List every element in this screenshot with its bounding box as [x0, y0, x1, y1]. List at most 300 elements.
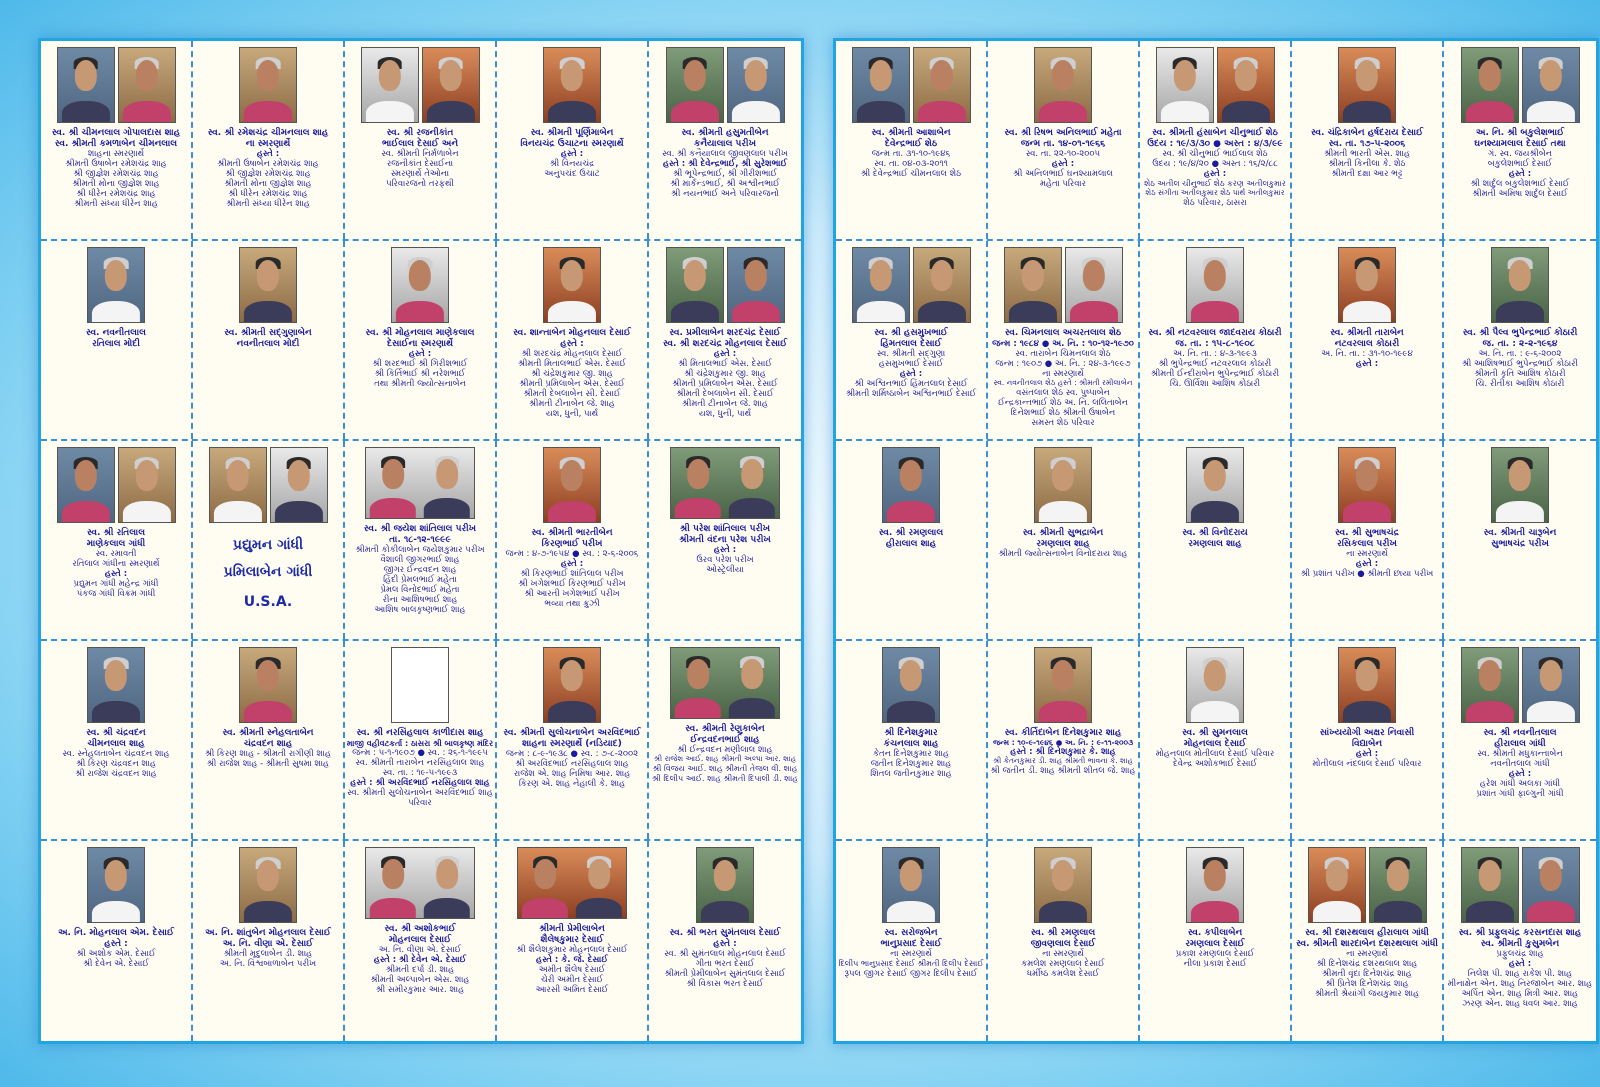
memorial-text: હરેશ ગાંધી અલકા ગાંધી [1479, 779, 1561, 790]
memorial-text: શ્રીમતી કૃતિ આશિષ કોઠારી [1474, 369, 1566, 380]
memorial-text: શ્રીમતી મૃદુલાબેન ડી. શાહ [223, 949, 313, 960]
memorial-text: હસ્તે : [1355, 559, 1379, 570]
portrait-photo [391, 247, 449, 323]
memorial-text: અ. નિ. તા. : ૯-૬-૨૦૦૨ [1478, 349, 1562, 360]
memorial-row [836, 441, 1596, 641]
portrait-photo [1186, 647, 1244, 723]
memorial-name: સ્વ. શ્રીમતી તારાબેન [1330, 328, 1404, 338]
memorial-text: હસ્તે : શ્રી દિનેશકુમાર કે. શાહ [1010, 747, 1116, 758]
memorial-name: સ્વ. શાન્તાબેન મોહનલાલ દેસાઈ [513, 328, 631, 338]
portrait-photo [1338, 47, 1396, 123]
memorial-name: મોહનલાલ દેસાઈ [1183, 738, 1247, 749]
country-label: U.S.A. [243, 593, 293, 610]
memorial-text: શ્રી શરદચંદ્ર મોહનલાલ દેસાઈ [521, 349, 623, 360]
memorial-text: જન્મ : ૪-૭-૧૯૫૪ ● સ્વ. : ૨-૬-૨૦૦૬ [505, 549, 639, 560]
memorial-text: સ્વ. શ્રી સુમંતલાલ મોહનલાલ દેસાઈ [664, 949, 786, 960]
memorial-text: અનુપચંદ ઉચાટ [544, 169, 600, 180]
memorial-text: હિંદી પ્રેમલભાઈ મહેતા [383, 575, 457, 586]
memorial-name: સ્વ. શ્રી નરસિંહલાલ કાળીદાસ શાહ [356, 728, 484, 738]
photo-group [209, 447, 328, 523]
memorial-card [988, 641, 1140, 839]
memorial-text: શ્રીમતી અલ્પાબેન એસ. શાહ [370, 975, 470, 986]
memorial-name: હિંમતલાલ દેસાઈ [880, 338, 942, 349]
memorial-text: હસ્તે : [1355, 359, 1379, 370]
memorial-text: અર્પિત એન. શાહ મિત્રી આર. શાહ [1461, 989, 1579, 1000]
memorial-text: શ્રીમતી મોના જીજ્ઞેશ શાહ [224, 179, 312, 190]
memorial-text: શ્રી આશિષભાઈ ભુપેન્દ્રભાઈ કોઠારી [1462, 359, 1578, 370]
memorial-text: શિતલ જતીનકુમાર શાહ [870, 769, 952, 780]
memorial-name: સ્વ. સરોજબેન [884, 928, 938, 938]
memorial-text: પ્રકાશ રમણલાલ દેસાઈ [1175, 949, 1255, 960]
memorial-text: ગં. સ્વ. જયશ્રીબેન [1487, 149, 1553, 160]
memorial-name: સ્વ. શ્રીમતી સદ્ગુણાબેન [224, 328, 312, 338]
memorial-card [345, 841, 497, 1041]
photo-group [1338, 447, 1396, 523]
memorial-name: સ્વ. શ્રી રમેશચંદ્ર ચીમનલાલ શાહ [207, 128, 329, 138]
memorial-text: ના સ્મરણાર્થે [1346, 549, 1388, 560]
memorial-text: શ્રીમતી જ્યોત્સનાબેન વિનોદરાય શાહ [998, 549, 1128, 560]
portrait-photo [852, 47, 910, 123]
memorial-name: સ્વ. શ્રીમતી કમળાબેન ચીમનલાલ [54, 138, 178, 149]
portrait-photo [913, 247, 971, 323]
photo-group [543, 647, 601, 723]
portrait-photo [1156, 47, 1214, 123]
memorial-text: જન્મ : ૮-૯-૧૯૩૮ ● સ્વ. : ૭-૮-૨૦૦૨ [505, 749, 639, 760]
photo-group [1491, 247, 1549, 323]
memorial-text: શેઠ અતીલ ચીનુભાઈ શેઠ કરણ અતીલકુમાર [1144, 179, 1286, 189]
memorial-card [988, 241, 1140, 439]
right-page [836, 41, 1596, 1041]
portrait-photo [543, 447, 601, 523]
memorial-text: શ્રી વિનયચંદ્ર [549, 159, 595, 170]
memorial-row [836, 841, 1596, 1041]
memorial-name: માજી વહીવટકર્તા : ઠાસરા શ્રી બાલકૃષ્ણ મંદિર [346, 738, 494, 748]
memorial-card [1444, 41, 1596, 239]
memorial-name: સાંખ્યયોગી અક્ષર નિવાસી [1319, 728, 1415, 738]
photo-group [1186, 247, 1244, 323]
memorial-name: સ્વ. શ્રી નટવરલાલ જાદવરાય કોઠારી [1148, 328, 1282, 338]
portrait-photo [882, 447, 940, 523]
photo-group [87, 247, 145, 323]
memorial-card [497, 641, 649, 839]
memorial-text: શ્રી મિતાલભાઈ એસ. દેસાઈ [678, 359, 772, 370]
memorial-name: સ્વ. શ્રીમતી ભારતીબેન [531, 528, 613, 538]
memorial-card [1444, 241, 1596, 439]
memorial-name: સ્વ. તા. ૧૭-૫-૨૦૦૬ [1328, 138, 1406, 149]
memorial-text: અ. નિ. વીણા એ. દેસાઈ [378, 945, 462, 956]
memorial-text: હસ્તે : [408, 349, 432, 360]
memorial-name: રમણલાલ દેસાઈ [1185, 938, 1245, 949]
memorial-text: સ્વ. તારાબેન ચિમનલાલ શેઠ [1015, 348, 1111, 359]
photo-group [852, 247, 971, 323]
memorial-text: ભવ્યા તથા ક્રુઝી [544, 599, 600, 610]
memorial-card [649, 441, 801, 639]
photo-group [239, 47, 297, 123]
memorial-text: હસ્તે : [713, 545, 737, 556]
headline-name: પ્રમિલાબેન ગાંધી [223, 563, 313, 580]
memorial-card [193, 641, 345, 839]
memorial-name: જીવણલાલ દેસાઈ [1030, 938, 1096, 949]
portrait-photo [1522, 847, 1580, 923]
memorial-name: હસ્તે : [713, 938, 737, 949]
portrait-photo [1522, 647, 1580, 723]
photo-group [1308, 847, 1427, 923]
memorial-text: ચિ. રીતીકા આશિષ કોઠારી [1475, 379, 1565, 390]
memorial-name: સ્વ. શ્રી શરદચંદ્ર મોહનલાલ દેસાઈ [662, 338, 788, 349]
portrait-photo [239, 47, 297, 123]
memorial-text: હસ્તે : [899, 369, 923, 380]
memorial-text: હસ્તે : [713, 349, 737, 360]
memorial-text: કમલેશ રમણલાલ દેસાઈ [1021, 959, 1105, 970]
memorial-card [988, 41, 1140, 239]
memorial-row [41, 841, 801, 1041]
memorial-text: શ્રીમતી સંધ્યા ધીરેન શાહ [74, 199, 158, 210]
memorial-name: વિદ્યાબેન [1351, 738, 1383, 749]
photo-group [1186, 647, 1244, 723]
memorial-card [1292, 841, 1444, 1041]
memorial-name: સ્વ. શ્રીમતી સ્નેહલતાબેન [222, 728, 314, 738]
memorial-text: હસ્તે : [256, 149, 280, 160]
memorial-text: સ્વ. રમાવતી [95, 549, 137, 560]
memorial-text: શ્રી ધીરેન રમેશચંદ્ર શાહ [76, 189, 156, 200]
portrait-photo [365, 847, 475, 919]
portrait-photo [1004, 247, 1062, 323]
memorial-row [836, 241, 1596, 441]
photo-group [1156, 47, 1275, 123]
memorial-text: ધર્મીષ્ઠ કમલેશ દેસાઈ [1026, 969, 1100, 980]
memorial-name: સ્વ. શ્રીમતી ચારૂબેન [1483, 528, 1557, 538]
memorial-text: શ્રી આરતી ખગેશભાઈ પરીખ [524, 589, 620, 600]
memorial-text: હસ્તે : [1203, 169, 1227, 180]
memorial-card [649, 241, 801, 439]
memorial-card [836, 841, 988, 1041]
memorial-text: જીગર ઈન્દ્રવદન શાહ [383, 565, 457, 576]
portrait-photo [1491, 447, 1549, 523]
memorial-name: રમણલાલ શાહ [1188, 538, 1242, 549]
portrait-photo [239, 847, 297, 923]
photo-group [1461, 47, 1580, 123]
portrait-photo [361, 47, 419, 123]
memorial-name: રસિકલાલ પરીખ [1337, 538, 1397, 549]
memorial-text: નિલેશ પી. શાહ રાકેશ પી. શાહ [1467, 969, 1573, 980]
memorial-text: શ્રી અશોક એમ. દેસાઈ [76, 949, 156, 960]
memorial-text: સ્વ. તા. : ૧૯-૫-૧૯૯૩ [382, 768, 458, 779]
memorial-text: શ્રી પ્રશાંત પરીખ ● શ્રીમતી છાયા પરીખ [1300, 569, 1434, 580]
memorial-name: સ્વ. શ્રી ચંદ્રવદન [86, 728, 146, 738]
memorial-name: સ્વ. શ્રી પ્રફુલચંદ્ર કરસનદાસ શાહ [1458, 928, 1582, 938]
portrait-photo [1186, 447, 1244, 523]
memorial-text: શ્રીમતી મોના જીજ્ઞેશ શાહ [72, 179, 160, 190]
memorial-name: ના સ્મરણાર્થે [245, 138, 291, 149]
memorial-name: સ્વ. શ્રી નવનીતલાલ [1483, 728, 1557, 738]
memorial-text: શ્રી જીજ્ઞેશ રમેશચંદ્ર શાહ [73, 169, 159, 180]
photo-group [543, 247, 601, 323]
memorial-row [41, 41, 801, 241]
memorial-text: શ્રી દિનેશચંદ્ર દશરથલાલ શાહ [1316, 959, 1418, 970]
memorial-name: સ્વ. શ્રી સુભાષચંદ્ર [1335, 528, 1399, 538]
memorial-name: જન્મ તા. ૧૪-૦૧-૧૯૬૬ [1020, 138, 1106, 149]
photo-group [365, 447, 475, 519]
memorial-name: અ. નિ. શ્રી બકુલેશભાઈ [1475, 128, 1565, 138]
memorial-name: ચંદ્રવદન શાહ [243, 738, 293, 749]
memorial-text: ઉરવ પરેશ પરીખ [696, 555, 754, 566]
memorial-text: ઓસ્ટ્રેલીયા [706, 565, 744, 576]
memorial-text: જન્મ : ૫-૧-૧૯૦૭ ● સ્વ. : ૨૬-૧-૧૯૯૫ [352, 748, 488, 759]
photo-group [361, 47, 480, 123]
memorial-card [345, 641, 497, 839]
memorial-text: શ્રી અનિલભાઈ ઘનશ્યામલાલ [1013, 169, 1113, 180]
portrait-photo [87, 847, 145, 923]
memorial-card [1444, 441, 1596, 639]
photo-group [666, 247, 785, 323]
photo-group [1338, 47, 1396, 123]
memorial-card [345, 241, 497, 439]
portrait-photo [517, 847, 627, 919]
memorial-text: અ. નિ. વિશ્વબાળાબેન પરીખ [219, 959, 317, 970]
memorial-card [193, 241, 345, 439]
memorial-name: સ્વ. શ્રી રતિલાલ [86, 528, 146, 538]
memorial-card [1292, 641, 1444, 839]
memorial-name: દેસાઈના સ્મરણાર્થે [387, 338, 453, 349]
memorial-card [836, 441, 988, 639]
memorial-card [41, 441, 193, 639]
portrait-photo [727, 247, 785, 323]
memorial-name: મોહનલાલ દેસાઈ [388, 934, 452, 945]
memorial-text: હસ્તે : [1051, 159, 1075, 170]
memorial-name: સ્વ. શ્રી મોહનલાલ માણેકલાલ [365, 328, 475, 338]
memorial-name: તા. ૧૮-૧૨-૧૯૯૯ [389, 534, 451, 545]
memorial-name: સ્વ. શ્રી રજનીકાંત [386, 128, 454, 138]
memorial-text: શ્રીમતી દક્ષા આર ભટ્ટ [1331, 169, 1403, 180]
memorial-text: શ્રી દેવેન્દ્રભાઈ ચીમનલાલ શેઠ [860, 169, 962, 180]
portrait-photo [87, 247, 145, 323]
photo-group [239, 847, 297, 923]
memorial-text: સ્વ. નવનીતલાલ શેઠ હસ્તે : શ્રીમતી રમીલાબેન [993, 377, 1133, 387]
photo-group [1186, 447, 1244, 523]
memorial-name: જ. તા. : ૨-૨-૧૯૬૪ [1482, 338, 1558, 349]
photo-group [1004, 247, 1123, 323]
memorial-row [41, 641, 801, 841]
memorial-text: શ્રીમતી દર્પા ડી. શાહ [385, 965, 455, 976]
memorial-name: શ્રી દિનેશકુમાર [884, 728, 938, 738]
photo-group [852, 47, 971, 123]
memorial-text: શ્રીમતી ઈન્દીરાબેન ભુપેન્દ્રભાઈ કોઠારી [1150, 369, 1280, 380]
memorial-text: શ્રી માર્કન્ડભાઈ, શ્રી અશ્વીનભાઈ [670, 179, 780, 190]
memorial-text: આશિષ બાલકૃષ્ણભાઈ શાહ [374, 605, 466, 616]
memorial-text: શ્રી કિરણ ચંદ્રવદન શાહ [75, 759, 157, 770]
memorial-text: પ્રદ્યુમન ગાંધી મહેન્દ્ર ગાંધી [73, 579, 159, 590]
memorial-name: સ્વ. શ્રી રિષભ અનિલભાઈ મહેતા [1004, 128, 1122, 138]
memorial-text: શ્રી કિરણભાઈ શાંતિલાલ પરીખ [520, 569, 624, 580]
memorial-name: જ. તા. : ૧૫-૮-૧૯૦૮ [1175, 338, 1255, 349]
memorial-card [649, 641, 801, 839]
memorial-name: શ્રી પરેશ શાંતિલાલ પરીખ [679, 524, 771, 534]
memorial-name: સ્વ. શ્રી હસમુખભાઈ [874, 328, 948, 338]
memorial-name: સ્વ. શ્રી ભરત સુમંતલાલ દેસાઈ [669, 928, 781, 938]
memorial-text: અ. નિ. તા. : ૩૧-૧૦-૧૯૯૪ [1321, 349, 1413, 360]
memorial-name: શાહના સ્મરણાર્થે (નડિયાદ) [522, 738, 622, 749]
photo-group [365, 847, 475, 919]
memorial-text: શ્રી ધીરેન રમેશચંદ્ર શાહ [228, 189, 308, 200]
memorial-card [345, 41, 497, 239]
memorial-text: ચિ. ઊર્વિશા આશિષ કોઠારી [1169, 379, 1261, 390]
memorial-name: શૈલેષકુમાર દેસાઈ [540, 934, 604, 945]
memorial-name: સ્વ. શ્રી જયેશ શાંતિલાલ પરીખ [363, 524, 477, 534]
memorial-card [1140, 641, 1292, 839]
memorial-text: સ્મરણાર્થે તેઓના [390, 169, 450, 180]
photo-group [543, 47, 601, 123]
memorial-text: પ્રશાંત ગાંધી ફાલ્ગુની ગાંધી [1476, 789, 1564, 800]
memorial-name: રતિલાલ મોદી [92, 338, 140, 349]
memorial-card [193, 841, 345, 1041]
portrait-photo [1034, 647, 1092, 723]
photo-group [670, 647, 780, 719]
photo-group [670, 447, 780, 519]
memorial-card [836, 641, 988, 839]
memorial-text: બકુલેશભાઈ દેસાઈ [1487, 159, 1553, 170]
memorial-text: શ્રીમતી શર્મિષ્ઠાબેન અશ્વિનભાઈ દેસાઈ [845, 389, 977, 400]
memorial-text: શ્રીમતી અમિષા શાર્દુલ દેસાઈ [1472, 189, 1568, 200]
photo-group [696, 847, 754, 923]
photo-group [1034, 647, 1092, 723]
memorial-text: નવનીતલાલ ગાંધી [1490, 759, 1550, 770]
portrait-photo [852, 247, 910, 323]
memorial-name: માણેકલાલ ગાંધી [86, 538, 146, 549]
memorial-text: શ્રીમતી ટીનાબેન જે. શાહ [682, 399, 768, 410]
memorial-text: સ્વ. શ્રીમતી સદ્ગુણા [876, 349, 946, 360]
memorial-card [41, 641, 193, 839]
memorial-text: શ્રી કેતનકુમાર ડી. શાહ શ્રીમતી ભાવના કે. શાહ [993, 756, 1133, 766]
memorial-text: શેઠ સંગીતા અતીલકુમાર શેઠ પાર્થ અતીલકુમાર [1145, 187, 1285, 197]
memorial-card [649, 41, 801, 239]
memorial-text: શ્રી કિરણ શાહ - શ્રીમતી રાગીણી શાહ [204, 749, 332, 760]
memorial-text: રૂપલ જીગર દેસાઈ જીગર દિલીપ દેસાઈ [844, 968, 978, 979]
portrait-photo [239, 247, 297, 323]
memorial-text: શ્રીમતી ઉષાબેન રમેશચંદ્ર શાહ [217, 159, 319, 170]
memorial-text: શ્રી શરદભાઈ શ્રી ગિરીશભાઈ [372, 359, 468, 370]
memorial-name: સ્વ. શ્રી દશરથલાલ હીરાલાલ ગાંધી [1305, 928, 1429, 938]
portrait-photo [696, 847, 754, 923]
portrait-photo [1186, 847, 1244, 923]
photo-group [57, 447, 176, 523]
memorial-card [1140, 41, 1292, 239]
memorial-text: શ્રી ભૂપેન્દ્રભાઈ, શ્રી ગીરીશભાઈ [672, 169, 778, 180]
portrait-photo [727, 47, 785, 123]
portrait-photo [670, 647, 780, 719]
memorial-text: શ્રી ભુપેન્દ્રભાઈ નટવરલાલ કોઠારી [1158, 359, 1272, 370]
portrait-photo [57, 447, 115, 523]
memorial-text: શ્રીમતી ટીનાબેન જે. શાહ [529, 399, 615, 410]
memorial-text: શ્રીમતી પ્રમિલાબેન એસ. દેસાઈ [519, 379, 625, 390]
memorial-card [1444, 841, 1596, 1041]
memorial-card [497, 441, 649, 639]
portrait-photo [1338, 447, 1396, 523]
memorial-text: શ્રી રાજેશ શાહ - શ્રીમતી સુષમા શાહ [206, 759, 330, 770]
memorial-card [497, 841, 649, 1041]
memorial-name: સ્વ. શ્રી ચીમનલાલ ગોપાલદાસ શાહ [51, 128, 181, 138]
memorial-text: શેઠ પરિવાર, ઠાસરા [1183, 197, 1247, 208]
memorial-text: જતીન દિનેશકુમાર શાહ [870, 759, 952, 770]
memorial-text: શ્રીમતી ઉષાબેન રમેશચંદ્ર શાહ [65, 159, 167, 170]
memorial-name: સ્વ. શ્રીમતી શારદાબેન દશરથલાલ ગાંધી [1296, 938, 1438, 949]
portrait-photo [422, 47, 480, 123]
portrait-photo [543, 647, 601, 723]
portrait-photo [1217, 47, 1275, 123]
memorial-text: સ્વ. શ્રીમતી સુલોચનાબેન અરવિંદભાઈ શાહ [347, 788, 493, 799]
portrait-photo [391, 647, 449, 723]
memorial-text: શ્રી નયનભાઈ અને પરિવારજનો [671, 189, 779, 200]
memorial-card [497, 41, 649, 239]
memorial-text: હસ્તે : શ્રી દેવેન એ. દેસાઈ [373, 955, 467, 966]
memorial-card [1140, 441, 1292, 639]
memorial-text: શ્રીમતી કોકીલાબેન જયેશકુમાર પરીખ [355, 545, 485, 556]
portrait-photo [543, 47, 601, 123]
memorial-text: શ્રી જીજ્ઞેશ રમેશચંદ્ર શાહ [225, 169, 311, 180]
memorial-text: શ્રી વિજય આઈ. શાહ શ્રીમતી તેજલ વી. શાહ [652, 764, 798, 774]
memorial-text: હસ્તે : [560, 149, 584, 160]
memorial-text: હસ્તે : [104, 569, 128, 580]
memorial-card [1140, 241, 1292, 439]
memorial-name: હીરાલાલ ગાંધી [1494, 738, 1546, 749]
memorial-text: શ્રીમતી વૃંદા દિનેશચંદ્ર શાહ [1322, 969, 1412, 980]
portrait-photo [1522, 47, 1580, 123]
memorial-name: કંચનલાલ શાહ [883, 738, 939, 749]
portrait-photo [57, 47, 115, 123]
memorial-text: રીના આશિષભાઈ શાહ [382, 595, 458, 606]
photo-group [882, 647, 940, 723]
memorial-text: યશ, ધુની, પાર્થ [698, 409, 752, 420]
portrait-photo [1461, 847, 1519, 923]
portrait-photo [87, 647, 145, 723]
memorial-text: શ્રી કિર્તિભાઈ શ્રી નરેશભાઈ [374, 369, 466, 380]
portrait-photo [1034, 447, 1092, 523]
photo-group [1034, 47, 1092, 123]
portrait-photo [1338, 247, 1396, 323]
memorial-text: હસ્તે : [1508, 169, 1532, 180]
memorial-text: શ્રી દેવેન એ. દેસાઈ [83, 959, 149, 970]
portrait-photo [543, 247, 601, 323]
memorial-name: અ. નિ. શાંતુબેન મોહનલાલ દેસાઈ [205, 928, 331, 938]
memorial-text: ના સ્મરણાર્થે [1042, 368, 1084, 379]
memorial-text: શ્રીમતી મિતાલભાઈ એસ. દેસાઈ [518, 359, 626, 370]
memorial-text: જન્મ તા. ૩૧-૧૦-૧૯૪૬ [871, 149, 951, 160]
memorial-text: શ્રી દિલીપ આઈ. શાહ શ્રીમતી દિપાલી ડી. શાહ [652, 773, 798, 783]
memorial-text: સ્વ. શ્રીમતી તારાબેન નરસિંહલાલ શાહ [355, 758, 485, 769]
memorial-text: કિરણ એ. શાહ નેહાલી કે. શાહ [518, 779, 626, 790]
memorial-text: શ્રી વિકાસ ભરત દેસાઈ [686, 979, 764, 990]
photo-group [882, 447, 940, 523]
memorial-name: દેવેન્દ્રભાઈ શેઠ [884, 138, 938, 149]
memorial-text: પરિવારજનો તરફથી [386, 179, 454, 190]
photo-group [57, 47, 176, 123]
memorial-text: અમીત શૈલેષ દેસાઈ [538, 965, 606, 976]
memorial-name: સ્વ. શ્રી અશોકભાઈ [384, 924, 456, 934]
memorial-text: વૈશાલી જીગરભાઈ શાહ [380, 555, 460, 566]
portrait-photo [913, 47, 971, 123]
memorial-text: શ્રી સમીરકુમાર આર. શાહ [375, 985, 465, 996]
memorial-text: શ્રી રાજેશ ચંદ્રવદન શાહ [75, 769, 157, 780]
photo-group [1461, 647, 1580, 723]
memorial-name: હસ્તે : [104, 938, 128, 949]
memorial-text: રાજેશ એ. શાહ નિમિષા આર. શાહ [513, 769, 631, 780]
memorial-name: જન્મ : ૧૯૮૪ ● અ. નિ. : ૧૦-૧૨-૧૯૭૦ [992, 338, 1134, 349]
memorial-text: સ્વ. શ્રી કનૈયાલાલ જીવણલાલ પરીખ [662, 149, 788, 160]
portrait-photo [1186, 247, 1244, 323]
memorial-text: હસ્તે : [1355, 749, 1379, 760]
photo-group [1186, 847, 1244, 923]
memorial-text: ના સ્મરણાર્થે [1042, 949, 1084, 960]
memorial-text: મોતીલાલ નંદલાલ દેસાઈ પરિવાર [1312, 759, 1422, 770]
